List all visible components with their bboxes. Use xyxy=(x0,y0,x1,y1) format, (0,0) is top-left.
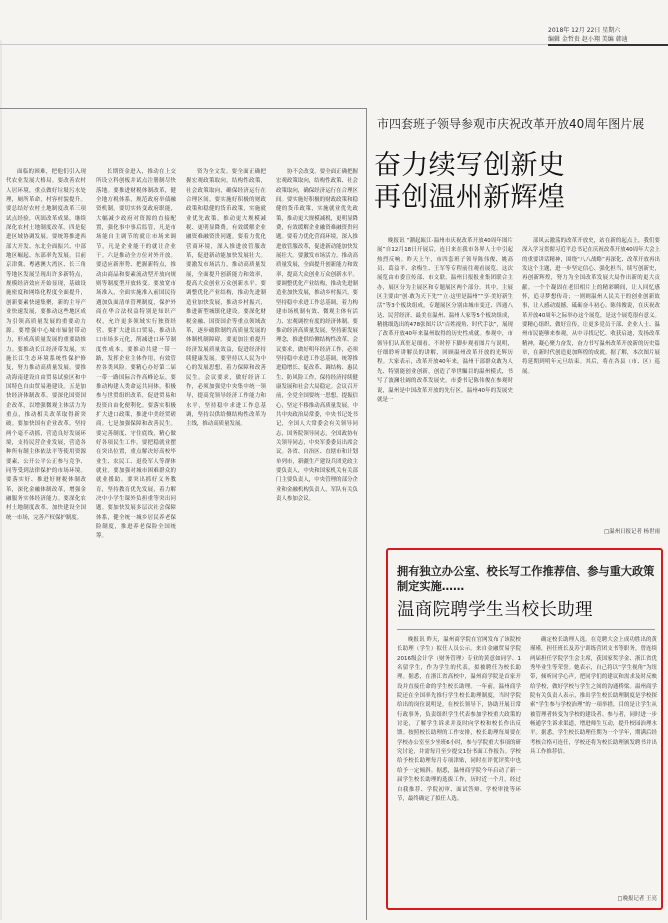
boxed-text: 确定校长助理人选。在竞聘大会上成功胜出的黄瑾瑾，担任班长及苏宁训练营团支书等职务，曾连续两届担任学院学生会主席，获国家奖学金、浙江省优秀毕业生等荣誉。她表示，自己将以“学生视角”为纽带，倾听同学心声，把同学们的建议和需求及时反映给学校，做好学校与学生之间的沟通桥梁。温州商学院有关负责人表示，推出学生校长助理制度是学校探索“学生参与学校治理”的一项举措，目的是让学生从被管理者转变为学校的建设者、参与者，同时进一步畅通学生诉求渠道，增进师生互动，提升校园治理水平。据悉，学生校长助理任期为一个学年，期满后经考核合格可连任，学校还将为校长助理颁发聘书并出具工作推荐信。 xyxy=(530,637,657,756)
boxed-kicker: 拥有独立办公室、校长写工作推荐信、参与重大政策制定实施…… xyxy=(397,565,655,593)
boxed-byline: □晚报记者 王亮 xyxy=(617,896,657,902)
article-text: 长期资金进入，推动在上交所设立科创板并试点注册制尽快落地。要推进财税体制改革，健全地方税体系，规范政府举债融资机制。要切实转变政府职能，大幅减少政府对资源的直接配置，强化事中事后监管，凡是市场能自主调节的就让市场来调节，凡是企业能干的就让企业干。六是推动全方位对外开放。要适应新形势、把握新特点，推动由商品和要素流动型开放向规则等制度型开放转变。要放宽市场准入，全面实施准入前国民待遇加负面清单管理制度，保护外商在华合法权益特别是知识产权，允许更多领域实行独资经营。要扩大进出口贸易，推动出口市场多元化，削减进口环节制度性成本。要推动共建一带一路，发挥企业主体作用，有效管控各类风险。要精心办好第二届一带一路国际合作高峰论坛。要推动构建人类命运共同体，积极参与世贸组织改革，促进贸易和投资自由化便利化。要落实积极扩大进口政策，推进中美经贸磋商。七是加强保障和改善民生。要完善制度、守住底线，精心做好各项民生工作。要把稳就业摆在突出位置，重点解决好高校毕业生、农民工、退役军人等群体就业。要加强对城市困难群众的就业援助。要突出抓好义务教育，坚持教育优先发展，着力解决中小学生课外负担重等突出问题。要加快发展多层次社会保障体系，健全统一城乡居民养老保险制度，推进养老保险全国统筹。 xyxy=(96,169,176,540)
article-text: 面临的困难，把他们引入现代农业发展大格局。要改善农村人居环境，重点做好垃圾污水处理，厕所革命，村容村貌提升。要总结好农村土地制度改革三项试点经验，巩固改革成果，继续深化农村土地制度改革。四是促进区域协调发展。要统筹推进西部大开发、东北全面振兴、中部地区崛起、东部率先发展。目前京津冀、粤港澳大湾区、长三角等地区发展呈现出许多新特点，规模经济效应开始显现，基础设施密度和网络化程度全面提升，创新要素快速集聚，新的主导产业快速发展，要推动这些地区成为引领高质量发展的重要动力源。要增强中心城市辐射带动力，形成高质量发展的重要助推力。要推动长江经济带发展，实施长江生态环境系统性保护修复，努力推动高质量发展。要推动海南建设自由贸易试验区和中国特色自由贸易港建设。五是加快经济体制改革。要深化国资国企改革，以增强微观主体活力为重点，推动相关改革取得新突破。要加快国有企业改革，坚持两个毫不动摇，营造良好发展环境，支持民营企业发展，营造各种所有制主体依法平等使用资源要素、公开公平公正参与竞争、同等受到法律保护的市场环境。要落实好、推进好财税体制改革，深化金融体制改革，增强金融服务实体经济能力。要深化农村土地制度改革，加快建设全国统一市场，完善产权保护制度。 xyxy=(6,169,86,521)
feature-kicker: 市四套班子领导参观市庆祝改革开放40周年图片展 xyxy=(377,117,645,131)
page-date: 2018年 12月 22日 星期六 xyxy=(548,27,621,34)
boxed-column-2 xyxy=(530,636,657,894)
boxed-headline: 温商院聘学生当校长助理 xyxy=(397,600,593,620)
article-text: 协不会改变。要全面正确把握宏观政策取向，结构性政策、社会政策取向，确保经济运行在合理区间。要实施好积极的财政政策和稳健的货币政策，实施就业优先政策，推动更大规模减税，更明显降费，有效缓解企业融资难融资贵问题。要着力优化营商环境，深入推进放管服改革，促进新动能加快发展壮大。要激发市场活力，推动高质量发展，全面提升创新能力和效率，提高大众创业万众创新水平。要调整优化产业结构，推动先进制造业加快发展，推动乡村振兴。要坚持稳中求进工作总基调，着力构建市场机制有效、微观主体有活力、宏观调控有度的经济体制。要推动经济高质量发展，坚持新发展理念，推进供给侧结构性改革。会议要求，做好明年经济工作，必须坚持稳中求进工作总基调，统筹推进稳增长、促改革、调结构、惠民生、防风险工作，保持经济持续健康发展和社会大局稳定。会议召开前，全党全国要统一思想，提振信心，坚定不移推动高质量发展。中共中央政治局常委，中央书记处书记，全国人大常委会有关领导同志，国务院领导同志，全国政协有关领导同志，中央军委委员出席会议。各省、自治区、直辖市和计划单列市，新疆生产建设兵团党政主要负责人，中央和国家机关有关部门主要负责人，中央管理的部分企业和金融机构负责人，军队有关负责人参加会议。 xyxy=(276,169,358,503)
header-accent-rule xyxy=(548,44,668,46)
feature-column-1 xyxy=(377,237,513,537)
page-editors: 编辑 金哲贵 赵小翔 美编 韩迪 xyxy=(548,36,628,43)
boxed-rule xyxy=(397,629,655,630)
article-text: 资为全文发。要全面正确把握宏观政策取向，结构性政策，社会政策取向，确保经济运行在合理区间。要实施好积极的财政政策和稳健的货币政策，实施就业优先政策，推动更大规模减税、更明显降费，有效缓解企业融资难融资贵问题。要着力优化营商环境，深入推进放管服改革，促进新动能加快发展壮大。要激发市场活力，推动高质量发展，全面提升创新能力和效率，提高大众创业万众创新水平。要调整优化产业结构，推动先进制造业加快发展，推动乡村振兴，推进新型城镇化建设。要深化财税金融、国资国企等重点领域改革，逐步破除制约高质量发展的体制机制障碍。要更加注重提升经济发展质量效益，促进经济持续健康发展。要坚持以人民为中心的发展思想，着力保障和改善民生。会议要求，做好经济工作，必须加强党中央集中统一领导，提高党领导经济工作能力和水平，坚持稳中求进工作总基调，坚持以供给侧结构性改革为主线，推动高质量发展。 xyxy=(186,169,266,428)
feature-text: 部风云激荡的改革开放史，站在新的起点上，我们要深入学习贯彻习近平总书记在庆祝改革开放40周年大会上的重要讲话精神，围绕“八八战略”再深化、改革开放再出发这个主题，进一步坚定信心、强化担当，续写创新史，再创新辉煌，努力为全国改革发展大局作出新的更大贡献。一个个凝固在老旧相片上的精彩瞬间，让人回忆感怀，追寻梦想传奇；一则则温州人民关于的创业创新故事，让人感动震撼，砥砺奋斗初心。陈伟俊说，在庆祝改革开放40周年之际举办这个展览，是这个展览很有意义。要精心组织、做好宣传，让更多党员干部、企业人士、温州市民能够来参观，从中寻找记忆、收获启迪，发扬改革精神，凝心聚力奋发，奋力书写温州改革开放新的历史篇章，在新时代创造更加辉煌的成就。据了解，本次图片展将延期到明年元旦结束。其后，将在各县（市、区）巡展。 xyxy=(522,238,660,375)
article-column-3 xyxy=(186,168,266,913)
feature-column-2 xyxy=(522,237,660,527)
boxed-column-1 xyxy=(397,636,521,904)
headline-line-1: 奋力续写创新史 xyxy=(374,150,566,181)
boxed-text: 晚报讯 昨天，温州商学院在官网发布了该院校长助理（学生）拟任人员公示。来自金融贸易学院2016级会计学（财务管理）专业的黄意如同学、1名留学生，作为学生的代表，拟被聘任为校长助理。据悉，在浙江省高校中，温州商学院是首家开设并直接任命的学生校长助理。一年前，温州商学院还在全国率先推行学生校长助理制度，当时学院给出的岗位说明是，在校长领导下，协助开展日常行政事务，负责组织学生代表参加学校重大政策的讨论，了解学生诉求并及时向学校和校长作出反馈。按照校长助理的工作安排，校长助理每周要在学校办公室至少坐班6小时，参与学院重大事项的研究讨论，并需每月至少提交1份书面工作报告。学校给予校长助理每月专项津贴，同时在评优评奖中也给予一定倾斜。据悉，温州商学院今年启动了新一届学生校长助理的选拔工作，历时近一个月，经过自我推荐、学院初审、面试答辩、学校审批等环节，最终确定了拟任人选。 xyxy=(397,637,521,802)
feature-text: 晚报讯 “潮起瓯江·温州市庆祝改革开放40周年图片展”自12月18日开展后，连日来在我市各界人士中引起热烈反响。昨天上午，市四套班子领导陈伟俊、姚高员、葛益平、余梅生、王军等专程前往观看展览。这次展览由市委宣传部、市文联、温州日报报业集团联合主办，展区分为主展区和专题展区两个部分。其中，主展区主要由“创·敢为天下先”“立·这里是温州”“享·美好新生活”等3个板块组成，专题展区分别由城市变迁、四通八达、民营经济、最美在温州、温州人家等5个板块组成，精挑细选出的478张图片以“百姓视角、时代手法”，展现了改革开放40年来温州取得的历史性成就。参观中，市领导们认真驻足细看，不时停下脚步观看图片与说明，仔细聆听讲解员的讲解，回顾温州改革开放的光辉历程。大家表示，改革开放40年来，温州干部群众敢为人先、特别能创业创新，创造了举世瞩目的温州模式，书写了波澜壮阔的改革发展史。市委书记陈伟俊在参观时说，温州是中国改革开放的先行区，温州40年的发展史就是一 xyxy=(377,238,513,403)
headline-line-2: 再创温州新辉煌 xyxy=(374,182,566,213)
article-column-4 xyxy=(276,168,358,913)
feature-byline: □温州日报记者 杨世雨 xyxy=(604,529,660,535)
feature-headline xyxy=(374,150,664,214)
article-column-1 xyxy=(6,168,86,913)
article-column-2 xyxy=(96,168,176,913)
